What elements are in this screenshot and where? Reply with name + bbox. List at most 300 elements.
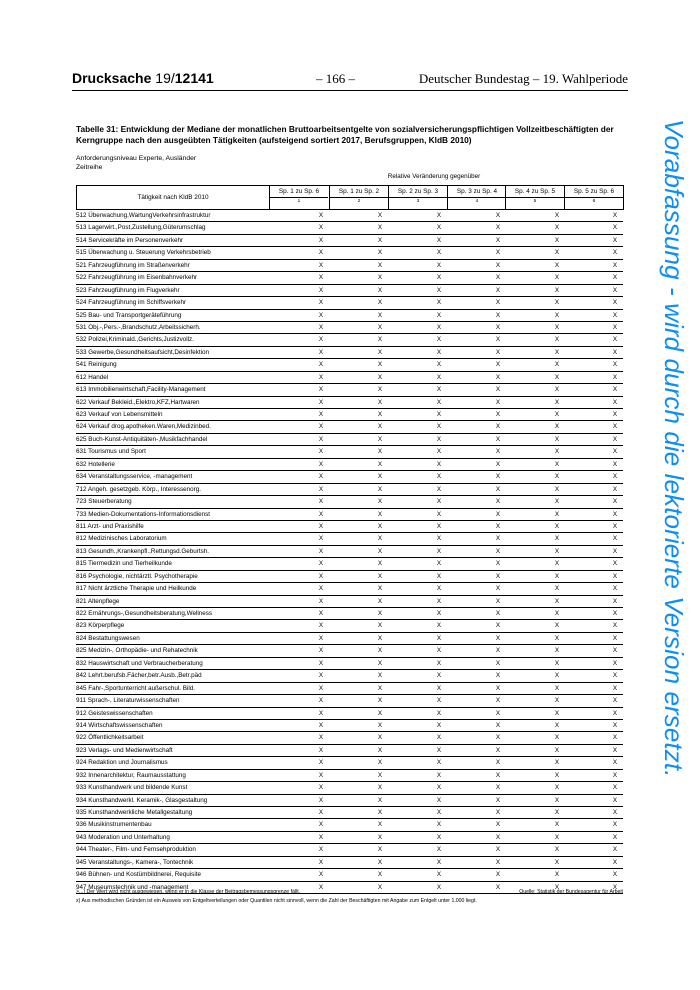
- suppressed-value: X: [554, 411, 560, 418]
- page-number: – 166 –: [316, 71, 355, 86]
- suppressed-value: X: [495, 311, 501, 319]
- suppressed-value: X: [377, 361, 383, 369]
- suppressed-value: X: [318, 249, 324, 257]
- suppressed-value: X: [436, 236, 442, 244]
- suppressed-value: X: [612, 572, 618, 580]
- suppressed-value: X: [377, 386, 383, 394]
- suppressed-value: X: [612, 249, 618, 257]
- suppressed-value: X: [318, 522, 324, 530]
- suppressed-value: X: [318, 734, 324, 742]
- suppressed-value: X: [612, 460, 618, 468]
- suppressed-value: X: [318, 236, 324, 244]
- activity-label: 945 Veranstaltungs-, Kamera-, Tontechnik: [76, 858, 194, 866]
- suppressed-value: X: [495, 547, 501, 555]
- suppressed-value: X: [612, 659, 618, 667]
- suppressed-value: X: [318, 435, 324, 443]
- suppressed-value: X: [612, 709, 618, 717]
- suppressed-value: X: [377, 448, 383, 456]
- activity-label: 524 Fahrzeugführung im Schiffsverkehr: [76, 299, 187, 307]
- activity-label: 933 Kunsthandwerk und bildende Kunst: [76, 784, 188, 792]
- suppressed-value: X: [318, 261, 324, 269]
- suppressed-value: X: [436, 634, 442, 642]
- table-row: [76, 310, 623, 322]
- suppressed-value: X: [554, 249, 560, 257]
- suppressed-value: X: [554, 734, 560, 742]
- suppressed-value: X: [554, 709, 560, 717]
- suppressed-value: X: [554, 448, 560, 456]
- activity-label: 932 Innenarchitektur, Raumausstattung: [76, 771, 186, 779]
- suppressed-value: X: [612, 809, 618, 816]
- table-row: [76, 720, 623, 732]
- suppressed-value: X: [495, 672, 501, 680]
- suppressed-value: X: [495, 684, 501, 692]
- suppressed-value: X: [377, 522, 383, 530]
- suppressed-value: X: [377, 485, 383, 493]
- suppressed-value: X: [318, 460, 324, 468]
- suppressed-value: X: [612, 535, 618, 543]
- suppressed-value: X: [612, 522, 618, 530]
- activity-label: 923 Verlags- und Medienwirtschaft: [76, 746, 173, 754]
- suppressed-value: X: [318, 771, 324, 779]
- suppressed-value: X: [612, 858, 618, 866]
- column-header: [329, 186, 388, 209]
- suppressed-value: X: [495, 821, 501, 829]
- activity-label: 936 Musikinstrumentenbau: [76, 821, 152, 829]
- table-subtitle-series: Zeitreihe: [76, 164, 103, 171]
- suppressed-value: X: [318, 485, 324, 493]
- column-header: [388, 186, 447, 209]
- table-row: [76, 571, 623, 583]
- suppressed-value: X: [436, 597, 442, 605]
- suppressed-value: X: [377, 411, 383, 418]
- suppressed-value: X: [495, 560, 501, 568]
- suppressed-value: X: [377, 348, 383, 356]
- suppressed-value: X: [554, 485, 560, 493]
- suppressed-value: X: [554, 634, 560, 642]
- activity-label: 523 Fahrzeugführung im Flugverkehr: [76, 286, 180, 294]
- activity-label: 943 Moderation und Unterhaltung: [76, 833, 170, 841]
- suppressed-value: X: [612, 647, 618, 655]
- suppressed-value: X: [436, 535, 442, 543]
- source-note: Quelle: Statistik der Bundesagentur für Arbeit: [519, 889, 623, 895]
- suppressed-value: X: [377, 721, 383, 729]
- suppressed-value: X: [495, 373, 501, 381]
- table-row: [76, 247, 623, 259]
- suppressed-value: X: [554, 323, 560, 331]
- suppressed-value: X: [436, 522, 442, 530]
- suppressed-value: X: [318, 634, 324, 642]
- activity-label: 934 Kunsthandwerkl. Keramik-, Glasgestaltung: [76, 796, 208, 804]
- suppressed-value: X: [612, 585, 618, 593]
- table-row: [76, 297, 623, 309]
- table-row: [76, 683, 623, 695]
- suppressed-value: X: [377, 286, 383, 294]
- activity-label: 622 Verkauf Bekleid.,Elektro,KFZ,Hartwaren: [76, 398, 200, 406]
- header-divider: [506, 197, 564, 198]
- activity-label: 533 Gewerbe,Gesundheitsaufsicht,Desinfektion: [76, 348, 210, 356]
- activity-label: 733 Medien-Dokumentations-Informationsdienst: [76, 510, 211, 518]
- column-label: Sp. 3 zu Sp. 4: [456, 188, 498, 195]
- suppressed-value: X: [318, 224, 324, 232]
- suppressed-value: X: [436, 622, 442, 630]
- header-rule: [72, 90, 628, 91]
- suppressed-value: X: [377, 398, 383, 406]
- suppressed-value: X: [554, 784, 560, 792]
- suppressed-value: X: [495, 485, 501, 493]
- suppressed-value: X: [554, 659, 560, 667]
- suppressed-value: X: [377, 547, 383, 555]
- suppressed-value: X: [612, 771, 618, 779]
- suppressed-value: X: [377, 336, 383, 344]
- activity-label: 613 Immobilienwirtschaft,Facility-Management: [76, 386, 206, 394]
- suppressed-value: X: [612, 846, 618, 854]
- suppressed-value: X: [377, 858, 383, 866]
- suppressed-value: X: [377, 709, 383, 717]
- suppressed-value: X: [612, 622, 618, 630]
- suppressed-value: X: [554, 547, 560, 555]
- suppressed-value: X: [612, 212, 618, 219]
- suppressed-value: X: [436, 373, 442, 381]
- activity-label: 624 Verkauf drog.apotheken.Waren,Medizinbed.: [76, 423, 211, 431]
- suppressed-value: X: [436, 871, 442, 879]
- suppressed-value: X: [318, 833, 324, 841]
- suppressed-value: X: [495, 348, 501, 356]
- suppressed-value: X: [495, 858, 501, 866]
- suppressed-value: X: [318, 398, 324, 406]
- table-row: [76, 509, 623, 521]
- draft-watermark: [659, 119, 689, 778]
- suppressed-value: X: [377, 634, 383, 642]
- suppressed-value: X: [377, 759, 383, 767]
- activity-label: 712 Angeh. gesetzgeb. Körp., Interessenorg.: [76, 485, 201, 493]
- activity-label: 821 Altenpflege: [76, 597, 120, 605]
- suppressed-value: X: [318, 323, 324, 331]
- suppressed-value: X: [436, 323, 442, 331]
- table-row: [76, 745, 623, 757]
- suppressed-value: X: [377, 311, 383, 319]
- activity-label: 825 Medizin-, Orthopädie- und Rehatechnik: [76, 647, 198, 655]
- suppressed-value: X: [436, 771, 442, 779]
- suppressed-value: X: [436, 734, 442, 742]
- suppressed-value: X: [436, 423, 442, 431]
- parliament-period: Deutscher Bundestag – 19. Wahlperiode: [418, 71, 628, 86]
- suppressed-value: X: [436, 610, 442, 617]
- suppressed-value: X: [318, 585, 324, 593]
- suppressed-value: X: [495, 236, 501, 244]
- suppressed-value: X: [612, 386, 618, 394]
- suppressed-value: X: [554, 858, 560, 866]
- suppressed-value: X: [436, 846, 442, 854]
- suppressed-value: X: [377, 833, 383, 841]
- table-title: Tabelle 31: Entwicklung der Mediane der monatlichen Bruttoarbeitsentgelte von sozialversicherungspflichtigen Vollzeitbeschäftigten der Kerngruppe nach den ausgeübten Tätigkeiten (aufsteigend sortiert 2017, Berufsgruppen, KldB 2010): [76, 124, 614, 145]
- suppressed-value: X: [436, 336, 442, 344]
- table-row: [76, 496, 623, 508]
- suppressed-value: X: [554, 435, 560, 443]
- column-header: [447, 186, 506, 209]
- suppressed-value: X: [436, 348, 442, 356]
- table-row: [76, 521, 623, 533]
- suppressed-value: X: [612, 361, 618, 369]
- table-row: [76, 558, 623, 570]
- table-row: [76, 658, 623, 670]
- activity-label: 522 Fahrzeugführung im Eisenbahnverkehr: [76, 274, 198, 282]
- suppressed-value: X: [318, 373, 324, 381]
- suppressed-value: X: [436, 796, 442, 804]
- suppressed-value: X: [612, 871, 618, 879]
- suppressed-value: X: [554, 846, 560, 854]
- suppressed-value: X: [377, 535, 383, 543]
- suppressed-value: X: [495, 249, 501, 257]
- suppressed-value: X: [318, 647, 324, 655]
- suppressed-value: X: [612, 784, 618, 792]
- suppressed-value: X: [495, 212, 501, 219]
- activity-label: 935 Kunsthandwerkliche Metallgestaltung: [76, 809, 193, 816]
- table-row: [76, 397, 623, 409]
- suppressed-value: X: [318, 846, 324, 854]
- suppressed-value: X: [318, 759, 324, 767]
- suppressed-value: X: [377, 647, 383, 655]
- suppressed-value: X: [612, 224, 618, 232]
- suppressed-value: X: [377, 784, 383, 792]
- suppressed-value: X: [377, 224, 383, 232]
- suppressed-value: X: [495, 323, 501, 331]
- suppressed-value: X: [612, 448, 618, 456]
- column-number: 5: [533, 199, 537, 204]
- suppressed-value: X: [495, 535, 501, 543]
- suppressed-value: X: [495, 448, 501, 456]
- suppressed-value: X: [495, 659, 501, 667]
- activity-label: 823 Körperpflege: [76, 622, 125, 630]
- suppressed-value: X: [554, 212, 560, 219]
- suppressed-value: X: [612, 236, 618, 244]
- suppressed-value: X: [377, 261, 383, 269]
- watermark-text: Vorabfassung - wird durch die lektorierte Version ersetzt.: [659, 119, 689, 778]
- table-row: [76, 695, 623, 707]
- suppressed-value: X: [495, 336, 501, 344]
- table-row: [76, 708, 623, 720]
- suppressed-value: X: [318, 796, 324, 804]
- activity-label: 723 Steuerberatung: [76, 498, 132, 506]
- header-divider: [565, 197, 623, 198]
- suppressed-value: X: [495, 721, 501, 729]
- activity-label: 842 Lehrt.berufsb.Fächer,betr.Ausb.,Betr.päd: [76, 672, 202, 680]
- table-row: [76, 260, 623, 272]
- table-row: [76, 272, 623, 284]
- table-row: [76, 844, 623, 856]
- suppressed-value: X: [495, 261, 501, 269]
- suppressed-value: X: [377, 622, 383, 630]
- table-row: [76, 533, 623, 545]
- suppressed-value: X: [554, 572, 560, 580]
- suppressed-value: X: [377, 249, 383, 257]
- suppressed-value: X: [612, 398, 618, 406]
- column-label: Sp. 2 zu Sp. 3: [397, 188, 439, 195]
- suppressed-value: X: [436, 473, 442, 481]
- suppressed-value: X: [318, 871, 324, 879]
- suppressed-value: X: [436, 286, 442, 294]
- suppressed-value: X: [495, 610, 501, 617]
- table-row: [76, 359, 623, 371]
- table-row: [76, 459, 623, 471]
- table-row: [76, 596, 623, 608]
- suppressed-value: X: [318, 348, 324, 356]
- group-header: Relative Veränderung gegenüber: [387, 173, 481, 180]
- suppressed-value: X: [495, 746, 501, 754]
- header-divider: [330, 197, 388, 198]
- suppressed-value: X: [554, 473, 560, 481]
- suppressed-value: X: [436, 684, 442, 692]
- suppressed-value: X: [612, 411, 618, 418]
- activity-label: 531 Obj.-,Pers.-,Brandschutz,Arbeitssicherh.: [76, 323, 201, 331]
- suppressed-value: X: [318, 883, 324, 891]
- suppressed-value: X: [318, 299, 324, 307]
- suppressed-value: X: [436, 224, 442, 232]
- suppressed-value: X: [318, 423, 324, 431]
- suppressed-value: X: [612, 796, 618, 804]
- suppressed-value: X: [612, 610, 618, 617]
- suppressed-value: X: [318, 697, 324, 705]
- suppressed-value: X: [554, 498, 560, 506]
- suppressed-value: X: [554, 672, 560, 680]
- table-row: [76, 384, 623, 396]
- activity-label: 914 Wirtschaftswissenschaften: [76, 721, 163, 729]
- suppressed-value: X: [495, 585, 501, 593]
- activity-label: 515 Überwachung u. Steuerung Verkehrsbetrieb: [76, 249, 211, 257]
- table-row: [76, 210, 623, 222]
- suppressed-value: X: [554, 610, 560, 617]
- suppressed-value: X: [612, 348, 618, 356]
- suppressed-value: X: [495, 224, 501, 232]
- column-number: 3: [416, 199, 420, 204]
- column-header: [505, 186, 564, 209]
- table-row: [76, 832, 623, 844]
- suppressed-value: X: [612, 547, 618, 555]
- table-row: [76, 372, 623, 384]
- suppressed-value: X: [318, 510, 324, 518]
- suppressed-value: X: [436, 547, 442, 555]
- suppressed-value: X: [612, 274, 618, 282]
- activity-label: 812 Medizinisches Laboratorium: [76, 535, 167, 543]
- suppressed-value: X: [318, 622, 324, 630]
- suppressed-value: X: [612, 560, 618, 568]
- suppressed-value: X: [495, 411, 501, 418]
- activity-label: 525 Bau- und Transportgeräteführung: [76, 311, 182, 319]
- suppressed-value: X: [612, 759, 618, 767]
- suppressed-value: X: [612, 498, 618, 506]
- activity-label: 625 Buch-Kunst-Antiquitäten-,Musikfachhandel: [76, 435, 208, 443]
- suppressed-value: X: [554, 286, 560, 294]
- activity-label: 924 Redaktion und Journalismus: [76, 759, 168, 767]
- column-label: Sp. 4 zu Sp. 5: [514, 188, 556, 195]
- suppressed-value: X: [436, 299, 442, 307]
- activity-label: 947 Museumstechnik und -management: [76, 883, 189, 891]
- suppressed-value: X: [612, 672, 618, 680]
- suppressed-value: X: [377, 323, 383, 331]
- suppressed-value: X: [554, 721, 560, 729]
- column-label: Sp. 1 zu Sp. 2: [338, 188, 380, 195]
- suppressed-value: X: [612, 423, 618, 431]
- suppressed-value: X: [554, 883, 560, 891]
- suppressed-value: X: [318, 684, 324, 692]
- table-row: [76, 633, 623, 645]
- suppressed-value: X: [318, 411, 324, 418]
- suppressed-value: X: [436, 572, 442, 580]
- suppressed-value: X: [436, 821, 442, 829]
- suppressed-value: X: [554, 833, 560, 841]
- suppressed-value: X: [495, 871, 501, 879]
- suppressed-value: X: [318, 659, 324, 667]
- suppressed-value: X: [495, 498, 501, 506]
- suppressed-value: X: [377, 236, 383, 244]
- activity-label: 541 Reinigung: [76, 361, 117, 369]
- column-number: 4: [475, 199, 479, 204]
- table-subtitle-level: Anforderungsniveau Experte, Ausländer: [76, 155, 197, 162]
- suppressed-value: X: [612, 485, 618, 493]
- table-body: [76, 210, 623, 894]
- suppressed-value: X: [495, 435, 501, 443]
- suppressed-value: X: [436, 809, 442, 816]
- suppressed-value: X: [377, 473, 383, 481]
- suppressed-value: X: [612, 883, 618, 891]
- suppressed-value: X: [436, 672, 442, 680]
- suppressed-value: X: [377, 373, 383, 381]
- suppressed-value: X: [377, 572, 383, 580]
- suppressed-value: X: [436, 485, 442, 493]
- suppressed-value: X: [377, 796, 383, 804]
- suppressed-value: X: [495, 299, 501, 307]
- suppressed-value: X: [495, 883, 501, 891]
- page-header: [72, 70, 628, 92]
- suppressed-value: X: [436, 386, 442, 394]
- suppressed-value: X: [377, 460, 383, 468]
- activity-label: 512 Überwachung,WartungVerkehrsinfrastruktur: [76, 212, 211, 219]
- suppressed-value: X: [612, 721, 618, 729]
- suppressed-value: X: [612, 734, 618, 742]
- suppressed-value: X: [377, 809, 383, 816]
- suppressed-value: X: [554, 261, 560, 269]
- suppressed-value: X: [495, 796, 501, 804]
- suppressed-value: X: [318, 721, 324, 729]
- table-row: [76, 583, 623, 595]
- suppressed-value: X: [612, 684, 618, 692]
- suppressed-value: X: [436, 274, 442, 282]
- suppressed-value: X: [554, 236, 560, 244]
- table-row: [76, 546, 623, 558]
- suppressed-value: X: [612, 746, 618, 754]
- suppressed-value: X: [495, 734, 501, 742]
- suppressed-value: X: [436, 510, 442, 518]
- activity-label: 946 Bühnen- und Kostümbildnerei, Requisite: [76, 871, 201, 879]
- suppressed-value: X: [495, 771, 501, 779]
- suppressed-value: X: [495, 572, 501, 580]
- suppressed-value: X: [377, 684, 383, 692]
- suppressed-value: X: [554, 348, 560, 356]
- suppressed-value: X: [436, 709, 442, 717]
- suppressed-value: X: [554, 684, 560, 692]
- suppressed-value: X: [318, 597, 324, 605]
- document-number: Drucksache 19/12141: [72, 70, 214, 86]
- suppressed-value: X: [318, 448, 324, 456]
- table-row: [76, 757, 623, 769]
- suppressed-value: X: [377, 771, 383, 779]
- suppressed-value: X: [554, 697, 560, 705]
- suppressed-value: X: [495, 697, 501, 705]
- table-row: [76, 322, 623, 334]
- table-row: [76, 446, 623, 458]
- activity-label: 824 Bestattungswesen: [76, 634, 140, 642]
- table-row: [76, 347, 623, 359]
- table-row: [76, 334, 623, 346]
